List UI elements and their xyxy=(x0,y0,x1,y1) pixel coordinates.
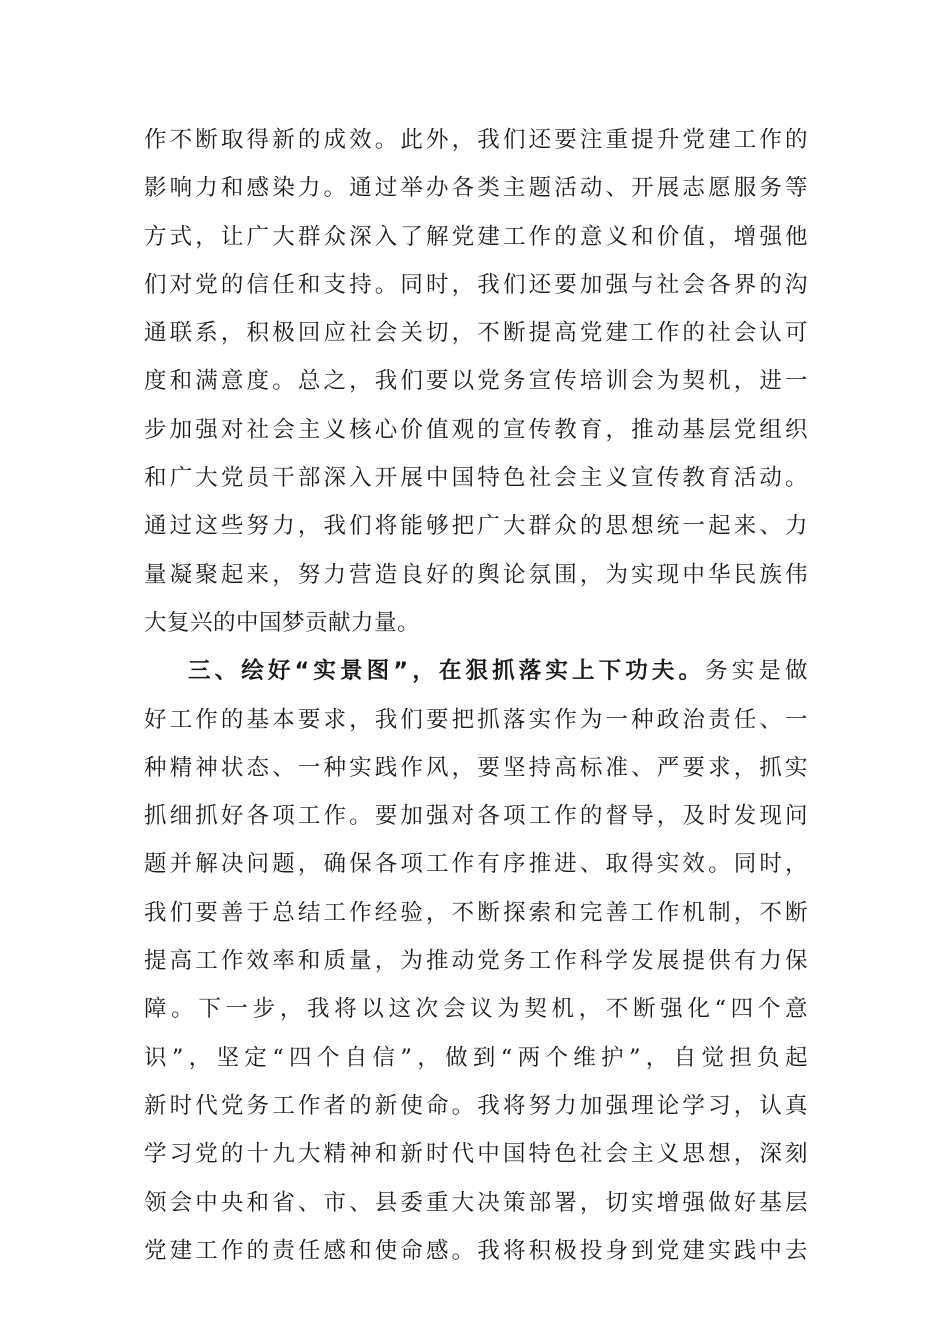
text-line: 识”，坚定“四个自信”，做到“两个维护”，自觉担负起 xyxy=(144,1044,808,1071)
text-line: 学习党的十九大精神和新时代中国特色社会主义思想，深刻 xyxy=(144,1141,808,1168)
text-line: 党建工作的责任感和使命感。我将积极投身到党建实践中去 xyxy=(144,1237,808,1264)
text-line: 通过这些努力，我们将能够把广大群众的思想统一起来、力 xyxy=(144,513,808,540)
body-text xyxy=(144,116,808,1275)
text-line: 作不断取得新的成效。此外，我们还要注重提升党建工作的 xyxy=(144,127,808,153)
section-heading-line xyxy=(144,647,808,695)
text-line: 抓细抓好各项工作。要加强对各项工作的督导，及时发现问 xyxy=(144,803,808,830)
text-line: 障。下一步，我将以这次会议为契机，不断强化“四个意 xyxy=(144,996,808,1023)
text-line: 通联系，积极回应社会关切，不断提高党建工作的社会认可 xyxy=(144,320,808,347)
text-line: 新时代党务工作者的新使命。我将努力加强理论学习，认真 xyxy=(144,1092,808,1119)
text-line: 领会中央和省、市、县委重大决策部署，切实增强做好基层 xyxy=(144,1189,808,1216)
text-line: 好工作的基本要求，我们要把抓落实作为一种政治责任、一 xyxy=(144,706,808,733)
text-line: 步加强对社会主义核心价值观的宣传教育，推动基层党组织 xyxy=(144,416,808,443)
text-line: 题并解决问题，确保各项工作有序推进、取得实效。同时， xyxy=(144,851,808,878)
text-line: 量凝聚起来，努力营造良好的舆论氛围，为实现中华民族伟 xyxy=(144,561,808,588)
text-line: 度和满意度。总之，我们要以党务宣传培训会为契机，进一 xyxy=(144,368,808,395)
paragraph-1 xyxy=(144,116,808,647)
heading-line-text: 务实是做 xyxy=(705,658,808,685)
text-line: 种精神状态、一种实践作风，要坚持高标准、严要求，抓实 xyxy=(144,754,808,781)
section-3 xyxy=(144,647,808,1275)
text-line: 们对党的信任和支持。同时，我们还要加强与社会各界的沟 xyxy=(144,271,808,298)
text-line: 大复兴的中国梦贡献力量。 xyxy=(144,609,421,636)
text-line: 我们要善于总结工作经验，不断探索和完善工作机制，不断 xyxy=(144,899,808,926)
text-line: 影响力和感染力。通过举办各类主题活动、开展志愿服务等 xyxy=(144,175,808,202)
section-heading: 三、绘好“实景图”，在狠抓落实上下功夫。 xyxy=(188,658,706,685)
text-line: 提高工作效率和质量，为推动党务工作科学发展提供有力保 xyxy=(144,948,808,975)
text-line: 方式，让广大群众深入了解党建工作的意义和价值，增强他 xyxy=(144,223,808,250)
text-line: 和广大党员干部深入开展中国特色社会主义宣传教育活动。 xyxy=(144,465,808,492)
